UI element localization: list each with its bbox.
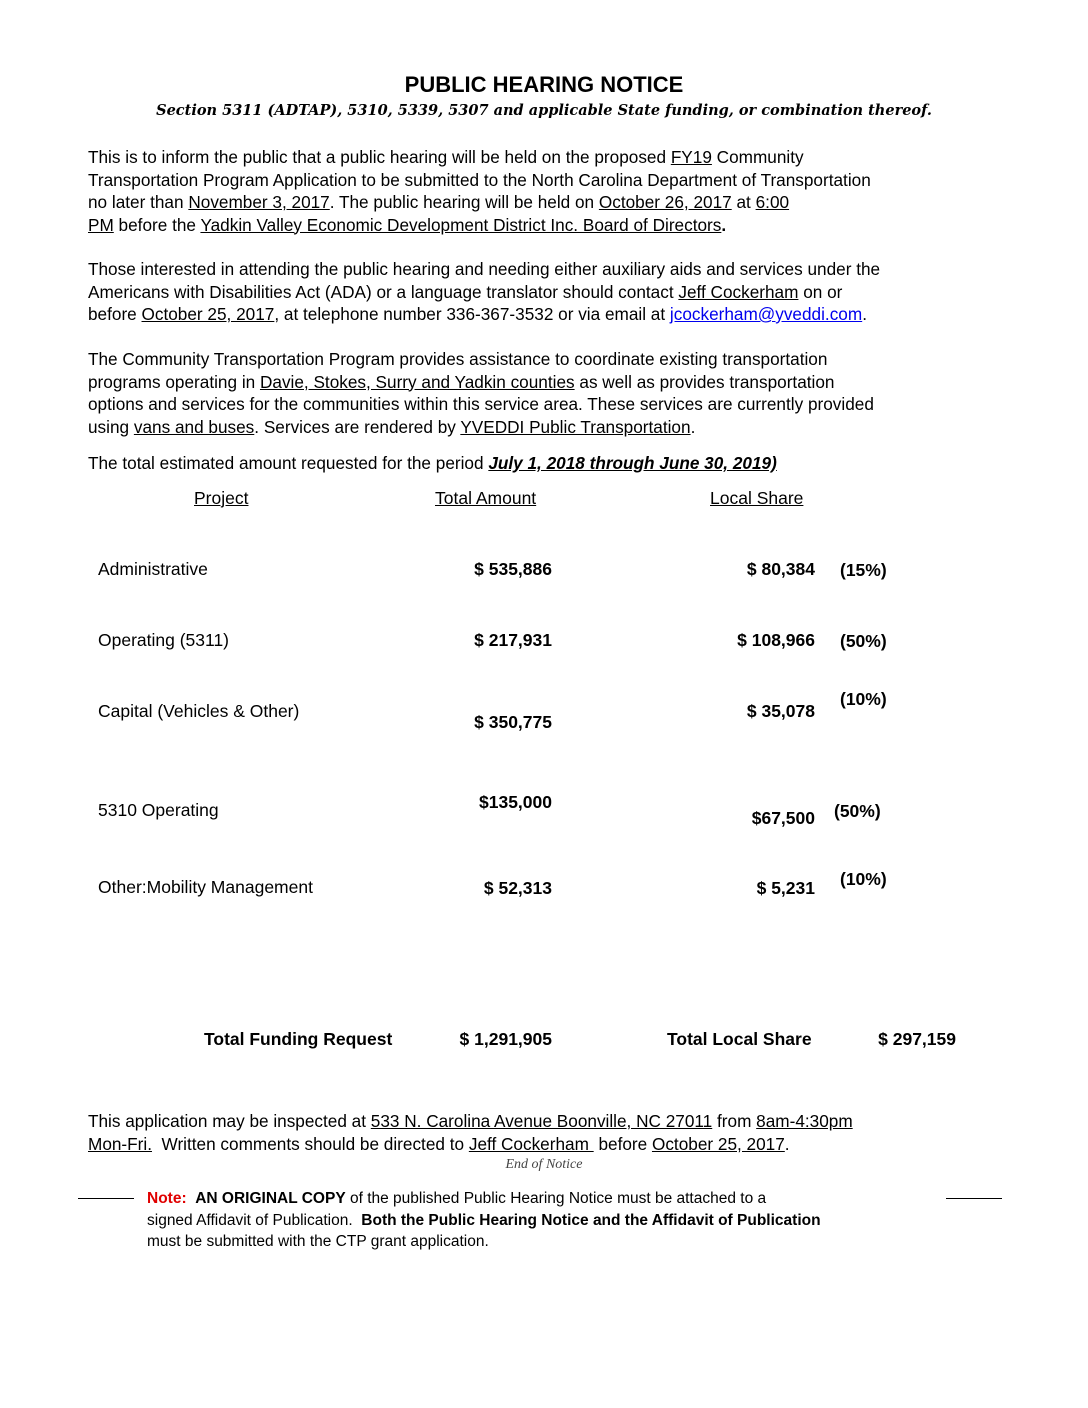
text: no later than xyxy=(88,192,189,212)
text: , at telephone number 336-367-3532 or via email at xyxy=(274,304,670,324)
row-project: Capital (Vehicles & Other) xyxy=(98,701,300,721)
hearing-paragraph xyxy=(88,146,1008,236)
inspection-paragraph xyxy=(88,1110,1008,1155)
end-of-notice: End of Notice xyxy=(505,1157,583,1172)
row-project: Other:Mobility Management xyxy=(98,877,313,897)
text: must be submitted with the CTP grant application. xyxy=(147,1233,489,1250)
text: Those interested in attending the public hearing and needing either auxiliary aids and services under the xyxy=(88,259,881,279)
text: Both the Public Hearing Notice and the Affidavit of Publication xyxy=(361,1211,821,1229)
total-local-value: $ 297,159 xyxy=(878,1029,956,1049)
text: . xyxy=(721,214,727,235)
row-total: $ 52,313 xyxy=(483,878,552,898)
page-subtitle: Section 5311 (ADTAP), 5310, 5339, 5307 and applicable State funding, or combination thereof. xyxy=(156,102,932,119)
period-line xyxy=(88,452,1008,475)
text: This is to inform the public that a public hearing will be held on the proposed xyxy=(88,147,671,167)
row-total: $135,000 xyxy=(479,792,552,812)
row-total: $ 535,886 xyxy=(474,559,552,579)
text: programs operating in xyxy=(88,371,260,392)
text: Americans with Disabilities Act (ADA) or a language translator should contact xyxy=(88,281,679,302)
provider-name: YVEDDI Public Transportation xyxy=(460,416,691,437)
text: . xyxy=(690,416,696,437)
text: options and services for the communities within this service area. These services are currently provided xyxy=(88,394,874,414)
text: . xyxy=(784,1133,790,1154)
hearing-time: 6:00 xyxy=(755,192,790,212)
row-project: 5310 Operating xyxy=(98,800,219,820)
text: of the published Public Hearing Notice must be attached to a xyxy=(345,1190,767,1207)
row-percent: (50%) xyxy=(840,631,887,651)
text: AN ORIGINAL COPY xyxy=(195,1190,346,1207)
text: Written comments should be directed to xyxy=(151,1133,469,1154)
text: before xyxy=(593,1133,652,1154)
row-percent: (50%) xyxy=(834,801,881,821)
comment-deadline: October 25, 2017 xyxy=(651,1133,785,1154)
office-hours: 8am-4:30pm xyxy=(756,1111,853,1131)
text: on or xyxy=(798,281,843,302)
text: using xyxy=(88,416,134,437)
row-local: $ 5,231 xyxy=(756,878,815,898)
total-funding-label: Total Funding Request xyxy=(204,1029,393,1049)
header-total-amount: Total Amount xyxy=(435,488,537,508)
row-project: Operating (5311) xyxy=(98,630,230,650)
text: . xyxy=(862,304,867,324)
contact-date: October 25, 2017 xyxy=(141,304,275,324)
note-label: Note: xyxy=(147,1190,187,1207)
header-local-share: Local Share xyxy=(710,488,804,508)
note-rule-left xyxy=(78,1198,134,1199)
program-paragraph xyxy=(88,348,1008,438)
email-link[interactable]: jcockerham@yveddi.com xyxy=(669,304,863,324)
row-percent: (10%) xyxy=(840,869,887,889)
fiscal-year: FY19 xyxy=(670,147,712,167)
row-local: $ 108,966 xyxy=(737,630,815,650)
hearing-time-suffix: PM xyxy=(88,214,114,235)
vehicle-types: vans and buses xyxy=(133,416,255,437)
hearing-date: October 26, 2017 xyxy=(598,192,732,212)
note-rule-right xyxy=(946,1198,1002,1199)
contact-name: Jeff Cockerham xyxy=(678,281,799,302)
deadline-date: November 3, 2017 xyxy=(188,192,330,212)
text: The total estimated amount requested for the period xyxy=(88,453,489,473)
page-title: PUBLIC HEARING NOTICE xyxy=(404,72,684,97)
board-name: Yadkin Valley Economic Development District Inc. Board of Directors xyxy=(200,214,722,235)
note-block xyxy=(147,1188,821,1253)
counties: Davie, Stokes, Surry and Yadkin counties xyxy=(259,371,575,392)
text: . Services are rendered by xyxy=(254,416,461,437)
total-local-label: Total Local Share xyxy=(667,1029,812,1049)
text: Transportation Program Application to be submitted to the North Carolina Department of Transportation xyxy=(88,169,871,190)
text: signed Affidavit of Publication. xyxy=(147,1211,362,1229)
text: The Community Transportation Program provides assistance to coordinate existing transportation xyxy=(88,349,828,369)
text: Community xyxy=(711,147,804,167)
total-funding-value: $ 1,291,905 xyxy=(459,1029,552,1049)
row-total: $ 217,931 xyxy=(474,630,552,650)
row-percent: (15%) xyxy=(840,560,887,580)
row-percent: (10%) xyxy=(840,689,887,709)
row-local: $ 35,078 xyxy=(746,701,815,721)
office-days: Mon-Fri. xyxy=(88,1133,152,1154)
text: . The public hearing will be held on xyxy=(329,192,599,212)
period-range: July 1, 2018 through June 30, 2019) xyxy=(488,453,777,473)
header-project: Project xyxy=(194,488,249,508)
row-local: $67,500 xyxy=(751,808,815,828)
text: from xyxy=(712,1111,757,1131)
row-local: $ 80,384 xyxy=(746,559,815,579)
text: before the xyxy=(113,214,201,235)
text: before xyxy=(88,304,142,324)
text: as well as provides transportation xyxy=(574,371,835,392)
text: at xyxy=(731,192,756,212)
office-address: 533 N. Carolina Avenue Boonville, NC 27011 xyxy=(370,1111,713,1131)
accessibility-paragraph xyxy=(88,258,1008,326)
comment-contact: Jeff Cockerham xyxy=(468,1133,594,1154)
text: This application may be inspected at xyxy=(88,1111,371,1131)
row-total: $ 350,775 xyxy=(474,712,552,732)
row-project: Administrative xyxy=(98,559,208,579)
